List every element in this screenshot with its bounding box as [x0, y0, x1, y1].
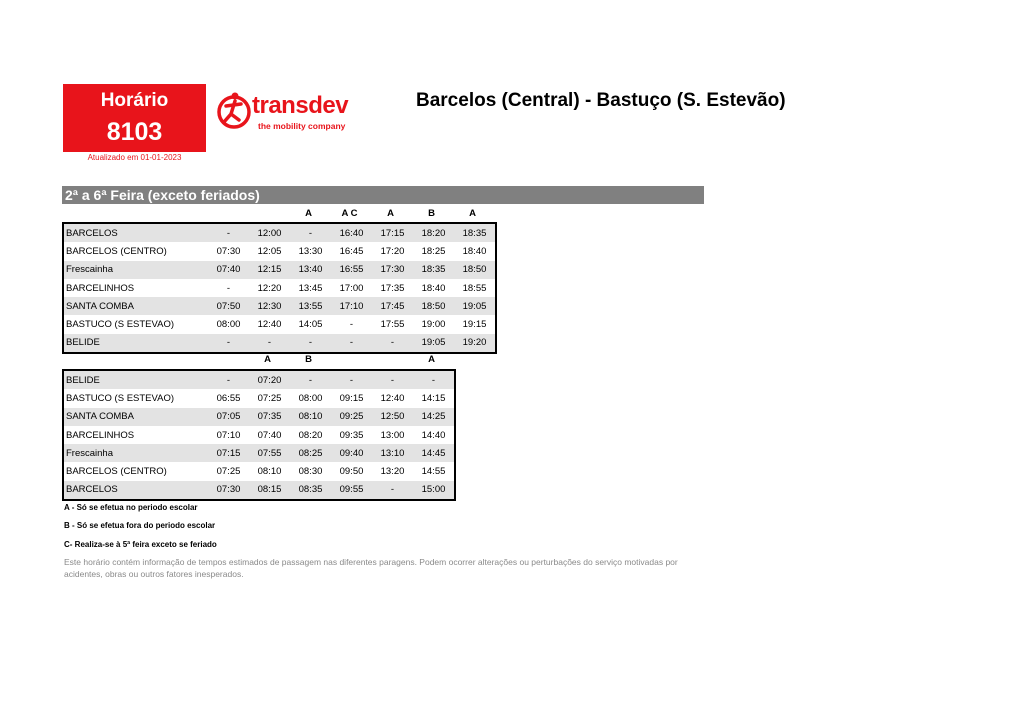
departure-time: 07:30 [208, 481, 249, 500]
stop-name: BARCELOS [63, 223, 208, 242]
route-number: 8103 [106, 118, 163, 146]
departure-time: 16:40 [331, 223, 372, 242]
trip-note: B [305, 354, 312, 365]
departure-time: 07:40 [257, 429, 282, 441]
departure-time: 08:35 [290, 481, 331, 500]
trip-note: A [469, 208, 476, 219]
logo-tagline: the mobility company [258, 121, 346, 131]
stop-name: BARCELOS [63, 481, 208, 500]
departure-time: 13:55 [290, 297, 331, 315]
stop-name: BARCELINHOS [66, 429, 135, 441]
departure-time: - [372, 334, 413, 353]
departure-time: 12:00 [249, 223, 290, 242]
departure-time: 16:55 [331, 261, 372, 279]
departure-time: - [249, 334, 290, 353]
departure-time: 12:05 [257, 245, 282, 257]
table-row [63, 444, 455, 462]
departure-time: 19:05 [413, 334, 454, 353]
departure-time: 19:15 [462, 319, 487, 331]
departure-time: 09:40 [331, 444, 372, 462]
departure-time: 18:50 [413, 297, 454, 315]
legend-c: C- Realiza-se à 5ª feira exceto se feriado [64, 540, 217, 549]
updated-date: Atualizado em 01-01-2023 [87, 153, 182, 162]
departure-time: 19:05 [454, 297, 496, 315]
table-row [63, 370, 455, 389]
stop-name: BASTUCO (S ESTEVAO) [66, 319, 175, 331]
departure-time: - [349, 319, 354, 331]
departure-time: 18:40 [462, 245, 487, 257]
departure-time: 12:40 [257, 319, 282, 331]
departure-time: 13:30 [298, 245, 323, 257]
departure-time: 18:35 [454, 223, 496, 242]
legend-a: A - Só se efetua no periodo escolar [64, 503, 198, 512]
stop-name: SANTA COMBA [63, 408, 208, 426]
departure-time: 18:55 [462, 282, 487, 294]
departure-time: 08:25 [290, 444, 331, 462]
table-row [63, 462, 455, 480]
departure-time: 09:35 [339, 429, 364, 441]
departure-time: - [372, 370, 413, 389]
departure-time: 17:55 [380, 319, 405, 331]
departure-time: 18:20 [413, 223, 454, 242]
departure-time: 09:25 [331, 408, 372, 426]
departure-time: 12:15 [249, 261, 290, 279]
table-row [63, 279, 496, 297]
table-row [63, 223, 496, 242]
departure-time: - [226, 282, 231, 294]
table-row [63, 261, 496, 279]
stop-name: BARCELOS (CENTRO) [66, 466, 167, 478]
departure-time: 12:30 [249, 297, 290, 315]
departure-time: 16:45 [339, 245, 364, 257]
departure-time: 14:40 [421, 429, 446, 441]
table-row [63, 297, 496, 315]
logo-brand: transdev [252, 92, 349, 119]
departure-time: - [331, 334, 372, 353]
departure-time: - [290, 334, 331, 353]
departure-time: 07:35 [249, 408, 290, 426]
departure-time: - [290, 223, 331, 242]
departure-time: 12:20 [257, 282, 282, 294]
section-heading: 2ª a 6ª Feira (exceto feriados) [62, 186, 704, 204]
trip-note: A C [341, 208, 358, 219]
departure-time: 18:40 [421, 282, 446, 294]
departure-time: 07:25 [257, 392, 282, 404]
departure-time: 08:10 [257, 466, 282, 478]
departure-time: 07:15 [208, 444, 249, 462]
departure-time: 07:55 [249, 444, 290, 462]
departure-time: 12:40 [380, 392, 405, 404]
legend-b: B - Só se efetua fora do periodo escolar [64, 521, 216, 530]
departure-time: 07:30 [216, 245, 241, 257]
departure-time: 17:10 [331, 297, 372, 315]
departure-time: 18:50 [454, 261, 496, 279]
departure-time: 07:10 [216, 429, 241, 441]
departure-time: 07:40 [208, 261, 249, 279]
departure-time: 06:55 [216, 392, 241, 404]
departure-time: 17:00 [339, 282, 364, 294]
stop-name: Frescainha [63, 261, 208, 279]
stop-name: Frescainha [63, 444, 208, 462]
table-row [63, 334, 496, 353]
table-row [63, 426, 455, 444]
departure-time: 13:40 [290, 261, 331, 279]
trip-note: A [305, 208, 312, 219]
departure-time: 07:25 [216, 466, 241, 478]
trip-note: B [428, 208, 435, 219]
departure-time: - [331, 370, 372, 389]
disclaimer: Este horário contém informação de tempos estimados de passagem nas diferentes paragens. Podem ocorrer alterações ou perturbações do serviço motivadas por acidentes, obras ou outros fatores inesperados. [64, 557, 678, 579]
transdev-runner-icon [214, 88, 254, 132]
table-row [63, 408, 455, 426]
departure-time: - [208, 223, 249, 242]
departure-time: - [208, 370, 249, 389]
departure-time: 14:55 [421, 466, 446, 478]
badge-label: Horário [100, 90, 169, 111]
departure-time: 14:15 [421, 392, 446, 404]
departure-time: 17:45 [372, 297, 413, 315]
departure-time: 19:20 [454, 334, 496, 353]
departure-time: 12:50 [372, 408, 413, 426]
departure-time: 09:50 [339, 466, 364, 478]
outbound-timetable [62, 222, 497, 354]
table-row [63, 315, 496, 333]
departure-time: 15:00 [413, 481, 455, 500]
departure-time: 07:20 [249, 370, 290, 389]
stop-name: SANTA COMBA [63, 297, 208, 315]
departure-time: 13:00 [380, 429, 405, 441]
departure-time: 08:20 [298, 429, 323, 441]
departure-time: 13:10 [372, 444, 413, 462]
departure-time: 08:30 [298, 466, 323, 478]
departure-time: 17:15 [372, 223, 413, 242]
trip-note: A [428, 354, 435, 365]
departure-time: 08:10 [290, 408, 331, 426]
departure-time: - [413, 370, 455, 389]
table-row [63, 242, 496, 260]
departure-time: - [208, 334, 249, 353]
departure-time: - [290, 370, 331, 389]
departure-time: 07:50 [208, 297, 249, 315]
departure-time: 17:30 [372, 261, 413, 279]
departure-time: 13:45 [298, 282, 323, 294]
trip-note: A [387, 208, 394, 219]
departure-time: 08:00 [298, 392, 323, 404]
departure-time: 08:00 [216, 319, 241, 331]
departure-time: 14:45 [413, 444, 455, 462]
departure-time: 07:05 [208, 408, 249, 426]
inbound-timetable [62, 369, 456, 501]
table-row [63, 389, 455, 407]
departure-time: 13:20 [380, 466, 405, 478]
departure-time: 14:05 [298, 319, 323, 331]
route-title: Barcelos (Central) - Bastuço (S. Estevão) [416, 90, 786, 111]
departure-time: 18:35 [413, 261, 454, 279]
departure-time: 17:35 [380, 282, 405, 294]
stop-name: BARCELINHOS [66, 282, 135, 294]
inbound-column-notes [206, 352, 455, 368]
route-badge [63, 84, 206, 152]
stop-name: BELIDE [63, 334, 208, 353]
departure-time: 14:25 [413, 408, 455, 426]
stop-name: BARCELOS (CENTRO) [66, 245, 167, 257]
outbound-column-notes [206, 206, 496, 222]
departure-time: 09:15 [339, 392, 364, 404]
departure-time: 18:25 [421, 245, 446, 257]
departure-time: - [372, 481, 413, 500]
departure-time: 09:55 [331, 481, 372, 500]
departure-time: 08:15 [249, 481, 290, 500]
stop-name: BASTUCO (S ESTEVAO) [66, 392, 175, 404]
table-row [63, 481, 455, 500]
departure-time: 19:00 [421, 319, 446, 331]
transdev-logo [214, 88, 364, 138]
stop-name: BELIDE [63, 370, 208, 389]
departure-time: 17:20 [380, 245, 405, 257]
trip-note: A [264, 354, 271, 365]
